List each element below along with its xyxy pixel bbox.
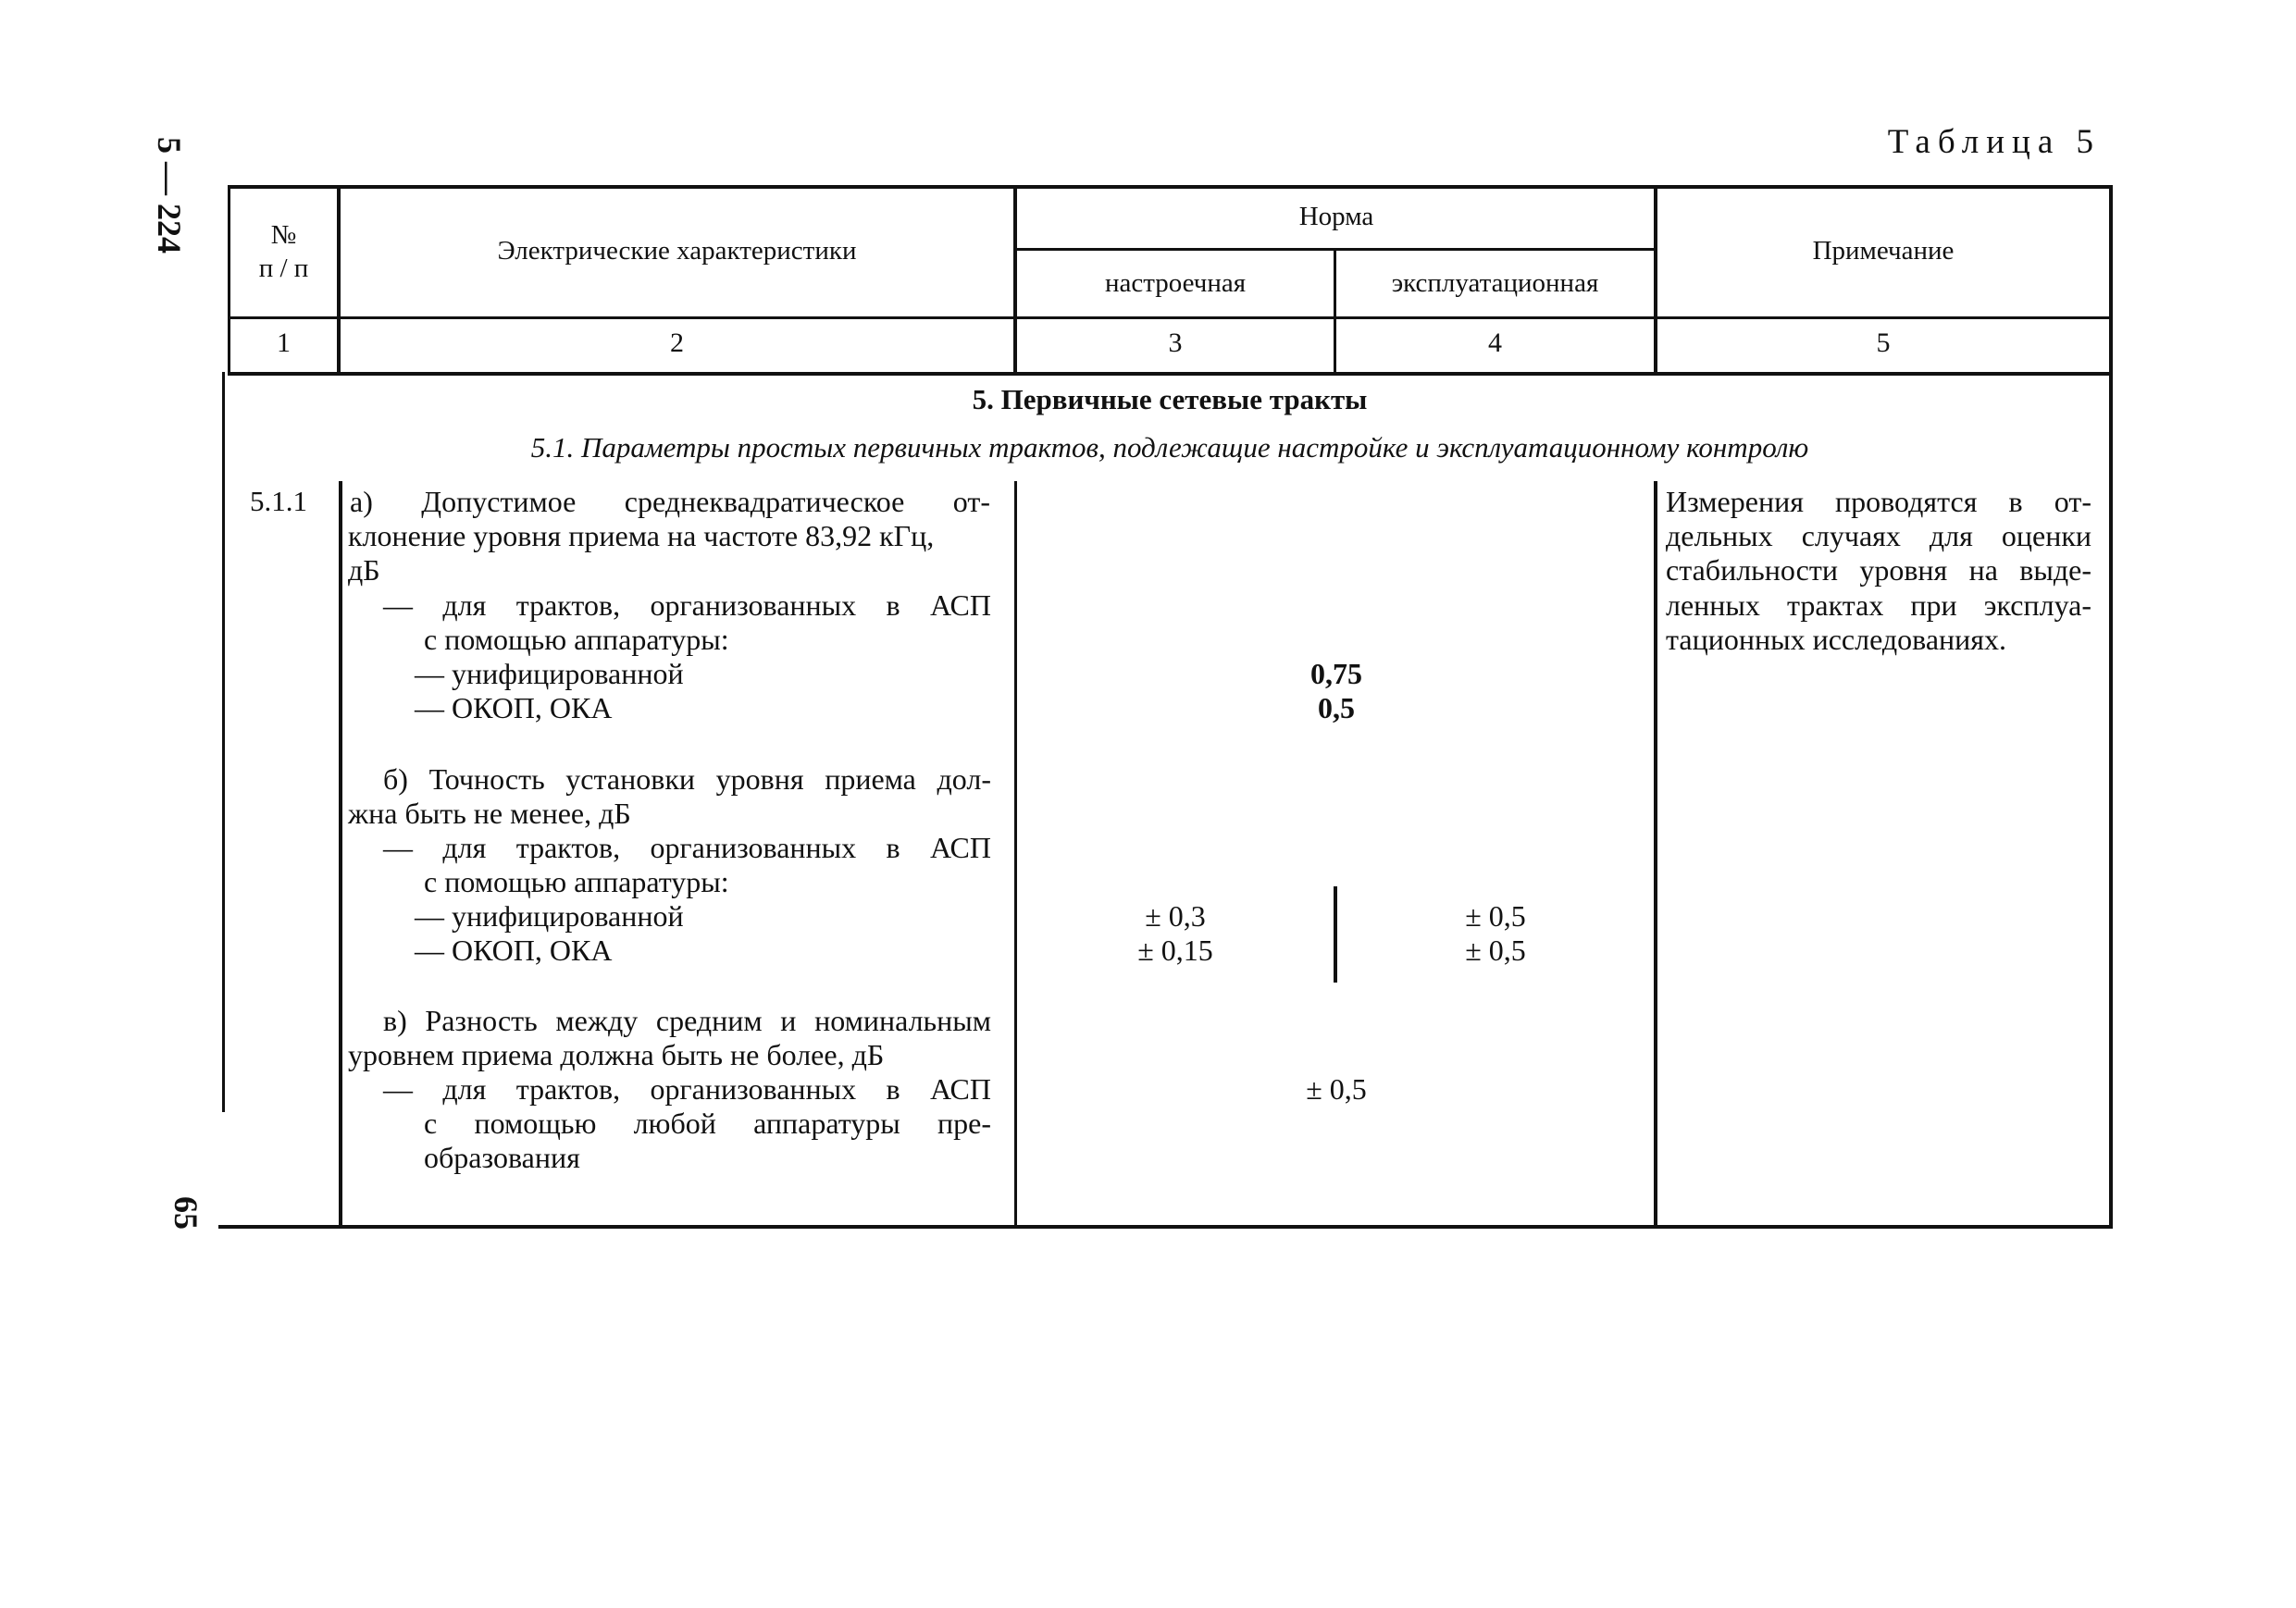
- part-a-value-unified: 0,75: [1310, 657, 1362, 690]
- part-b-line: с помощью аппаратуры:: [424, 865, 729, 898]
- part-a-value-okop: 0,5: [1318, 691, 1355, 724]
- section-subtitle: 5.1. Параметры простых первичных трактов, подлежащие настройке и эксплуатационному контролю: [530, 431, 1809, 464]
- part-b-setup-okop: ± 0,15: [1137, 934, 1213, 967]
- header-norm-operational: эксплуатационная: [1391, 268, 1599, 298]
- part-c-value: ± 0,5: [1306, 1072, 1367, 1106]
- part-a-line: — для трактов, организованных в АСП: [383, 588, 991, 622]
- part-b-line: — ОКОП, ОКА: [415, 934, 613, 967]
- note-line: стабильности уровня на выде-: [1666, 553, 2091, 587]
- part-c-line: образования: [424, 1141, 580, 1174]
- part-b-line: — для трактов, организованных в АСП: [383, 831, 991, 864]
- border-col2-body: [1014, 481, 1017, 1229]
- header-norm-setup: настроечная: [1104, 268, 1247, 298]
- table-title: Таблица 5: [1887, 123, 2101, 161]
- border-header-bottom: [228, 316, 2112, 319]
- page-number: 65: [168, 1196, 205, 1230]
- header-num-pp: п / п: [258, 254, 309, 283]
- part-b-line: б) Точность установки уровня приема дол-: [383, 762, 991, 796]
- border-colnum-bottom: [228, 372, 2112, 376]
- col-number-5: 5: [1876, 328, 1891, 358]
- border-left-body: [222, 372, 225, 1112]
- border-bottom: [218, 1225, 2112, 1229]
- part-a-line: клонение уровня приема на частоте 83,92 кГц,: [348, 519, 935, 552]
- header-note: Примечание: [1812, 236, 1955, 266]
- note-line: тационных исследованиях.: [1666, 623, 2006, 656]
- part-b-operational-unified: ± 0,5: [1465, 899, 1526, 933]
- header-norm: Норма: [1298, 202, 1374, 231]
- part-a-line: — унифицированной: [415, 657, 684, 690]
- part-b-setup-unified: ± 0,3: [1145, 899, 1206, 933]
- part-c-line: — для трактов, организованных в АСП: [383, 1072, 991, 1106]
- col-number-3: 3: [1168, 328, 1183, 358]
- col-number-1: 1: [277, 328, 291, 358]
- header-num-symbol: №: [270, 220, 297, 250]
- border-col1-body: [339, 481, 342, 1229]
- note-line: ленных трактах при эксплуа-: [1666, 588, 2091, 622]
- note-line: дельных случаях для оценки: [1666, 519, 2091, 552]
- part-b-operational-okop: ± 0,5: [1465, 934, 1526, 967]
- header-characteristics: Электрические характеристики: [497, 236, 857, 266]
- part-c-line: уровнем приема должна быть не более, дБ: [348, 1038, 885, 1071]
- part-c-line: с помощью любой аппаратуры пре-: [424, 1107, 991, 1140]
- part-b-line: жна быть не менее, дБ: [348, 797, 631, 830]
- page-code: 5 — 224: [151, 137, 188, 254]
- part-a-line: а) Допустимое среднеквадратическое от-: [350, 485, 990, 518]
- header-num: [230, 218, 337, 285]
- border-col4-body: [1654, 481, 1657, 1229]
- col-number-4: 4: [1488, 328, 1502, 358]
- part-c-line: в) Разность между средним и номинальным: [383, 1004, 991, 1037]
- part-a-line: дБ: [348, 553, 380, 587]
- note-line: Измерения проводятся в от-: [1666, 485, 2091, 518]
- border-top: [228, 185, 2112, 189]
- part-a-line: — ОКОП, ОКА: [415, 691, 613, 724]
- part-a-line: с помощью аппаратуры:: [424, 623, 729, 656]
- section-title: 5. Первичные сетевые тракты: [972, 383, 1368, 415]
- part-b-line: — унифицированной: [415, 899, 684, 933]
- border-right: [2109, 185, 2113, 1229]
- col-number-2: 2: [670, 328, 684, 358]
- row-number: 5.1.1: [250, 485, 307, 517]
